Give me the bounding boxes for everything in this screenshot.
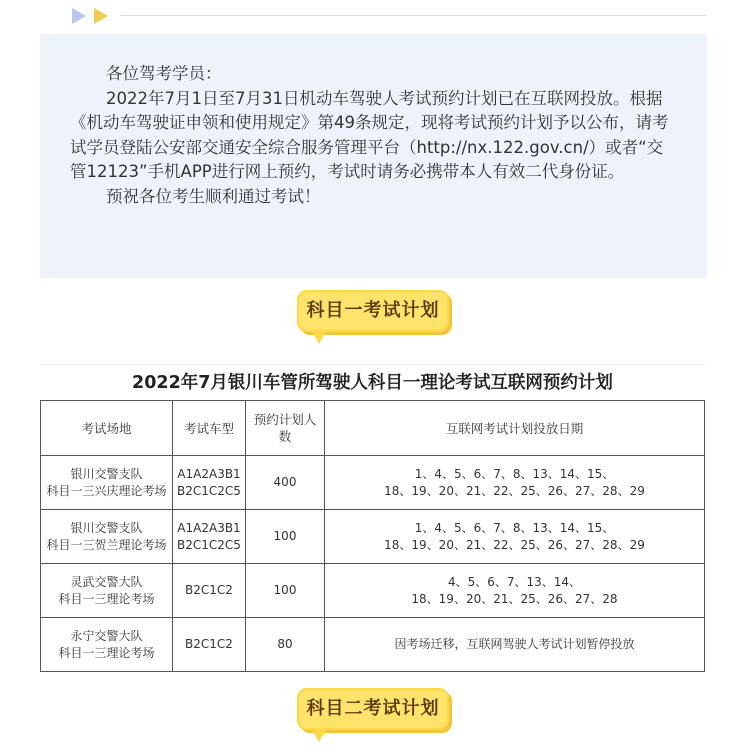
cell-release-dates: 1、4、5、6、7、8、13、14、15、 18、19、20、21、22、25、26、27、28、29 [325, 510, 705, 564]
cell-vehicle-type: A1A2A3B1 B2C1C2C5 [173, 456, 246, 510]
section-badge-label: 科目一考试计划 [306, 300, 440, 321]
cell-release-dates: 4、5、6、7、13、14、 18、19、20、21、25、26、27、28 [325, 564, 705, 618]
cell-vehicle-type: B2C1C2 [173, 564, 246, 618]
table-row [41, 618, 705, 672]
cell-plan-count: 100 [246, 510, 325, 564]
table-row [41, 510, 705, 564]
header-vehicle-type: 考试车型 [173, 401, 246, 456]
notice-paragraph: 2022年7月1日至7月31日机动车驾驶人考试预约计划已在互联网投放。根据《机动车驾驶证申领和使用规定》第49条规定，现将考试预约计划予以公布，请考试学员登陆公安部交通安全综合服务管理平台（http://nx.122.gov.cn/）或者“交管12123”手机APP进行网上预约，考试时请务必携带本人有效二代身份证。 [70, 88, 669, 182]
cell-venue: 灵武交警大队 科目一三理论考场 [41, 564, 173, 618]
table-row [41, 456, 705, 510]
header-decoration [40, 6, 707, 24]
cell-venue: 银川交警支队 科目一三兴庆理论考场 [41, 456, 173, 510]
cell-plan-count: 400 [246, 456, 325, 510]
table-header-row [41, 401, 705, 456]
section-badge-subject1 [297, 290, 449, 332]
notice-greeting: 各位驾考学员： [106, 64, 222, 83]
cell-vehicle-type: B2C1C2 [173, 618, 246, 672]
exam-plan-table [40, 400, 705, 672]
section-badge-subject2 [297, 688, 449, 730]
arrow-icon [72, 8, 86, 24]
cell-release-dates: 1、4、5、6、7、8、13、14、15、 18、19、20、21、22、25、26、27、28、29 [325, 456, 705, 510]
cell-plan-count: 80 [246, 618, 325, 672]
cell-vehicle-type: A1A2A3B1 B2C1C2C5 [173, 510, 246, 564]
notice-wish: 预祝各位考生顺利通过考试！ [106, 186, 321, 206]
section-badge-label: 科目二考试计划 [306, 698, 440, 719]
header-release-dates: 互联网考试计划投放日期 [325, 401, 705, 456]
cell-release-dates: 因考场迁移，互联网驾驶人考试计划暂停投放 [325, 618, 705, 672]
table-row [41, 564, 705, 618]
badge-tail [311, 330, 327, 344]
badge-tail [311, 728, 327, 742]
table-title: 2022年7月银川车管所驾驶人科目一理论考试互联网预约计划 [40, 364, 705, 401]
cell-venue: 永宁交警大队 科目一三理论考场 [41, 618, 173, 672]
notice-box [40, 34, 707, 278]
cell-venue: 银川交警支队 科目一三贺兰理论考场 [41, 510, 173, 564]
arrow-icon [94, 8, 108, 24]
header-plan-count: 预约计划人数 [246, 401, 325, 456]
header-venue: 考试场地 [41, 401, 173, 456]
divider [120, 15, 707, 16]
cell-plan-count: 100 [246, 564, 325, 618]
